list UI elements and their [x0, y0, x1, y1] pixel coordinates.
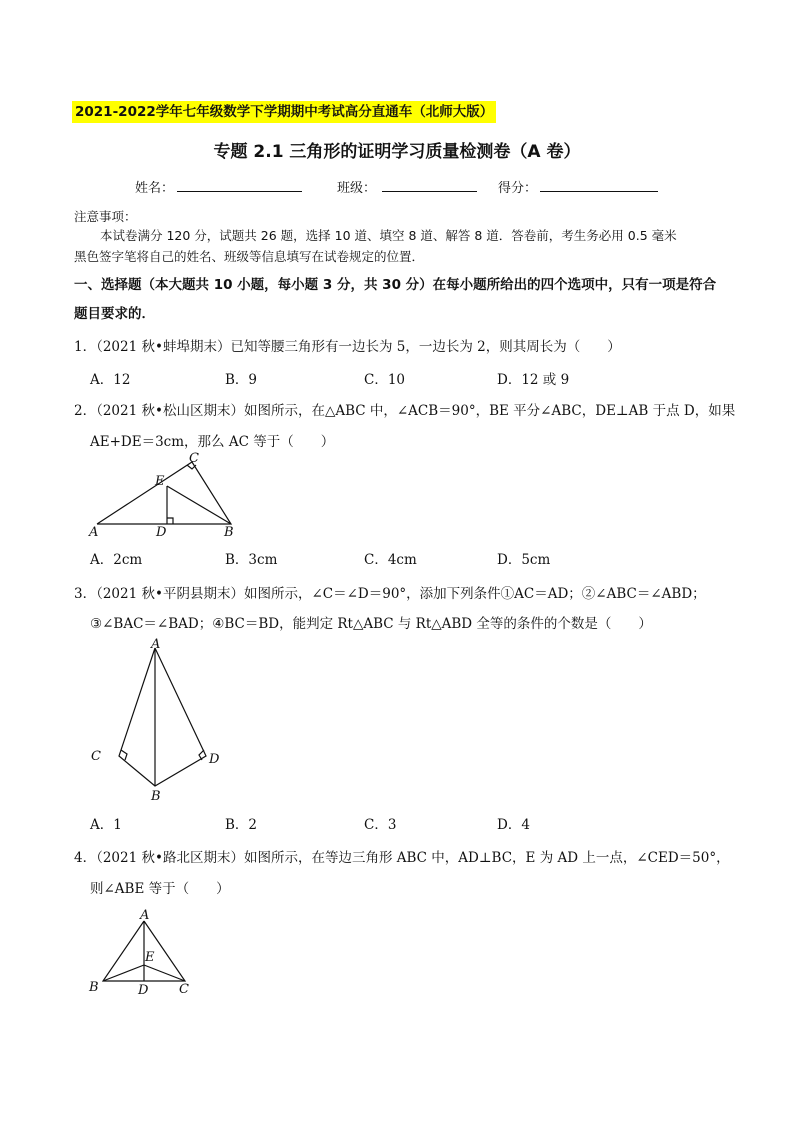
q2-label-d: D [156, 525, 167, 540]
question-2-line-2: AE+DE＝3cm，那么 AC 等于（ ） [90, 434, 335, 450]
q2-label-a: A [89, 525, 99, 540]
question-3-line-2: ③∠BAC＝∠BAD；④BC＝BD，能判定 Rt△ABC 与 Rt△ABD 全等的条件的个数是（ ） [90, 616, 652, 632]
q4-label-c: C [179, 982, 189, 997]
score-blank[interactable] [540, 191, 658, 192]
section-heading-line-2: 题目要求的． [74, 306, 155, 322]
question-4-line-2: 则∠ABE 等于（ ） [90, 881, 230, 897]
score-label: 得分： [498, 181, 538, 196]
page-title: 专题 2.1 三角形的证明学习质量检测卷（A 卷） [213, 142, 581, 162]
name-blank[interactable] [177, 191, 302, 192]
q4-label-a: A [140, 908, 150, 923]
notes-heading: 注意事项： [74, 209, 137, 224]
q3-label-d: D [209, 752, 220, 767]
question-3-option-a[interactable]: A．1 [90, 817, 122, 833]
class-label: 班级： [337, 181, 377, 196]
question-3-option-c[interactable]: C．3 [364, 817, 397, 833]
question-3-figure [85, 636, 235, 806]
question-2-figure [85, 452, 245, 544]
question-1-option-a[interactable]: A．12 [90, 372, 131, 388]
q2-label-e: E [155, 474, 165, 489]
q3-label-a: A [151, 637, 161, 652]
notes-line-1: 本试卷满分 120 分，试题共 26 题，选择 10 道、填空 8 道、解答 8 道．答卷前，考生务必用 0.5 毫米 [100, 228, 677, 243]
question-1-option-c[interactable]: C．10 [364, 372, 406, 388]
question-3-line-1: 3．（2021 秋•平阴县期末）如图所示，∠C＝∠D＝90°，添加下列条件①AC＝AD；②∠ABC＝∠ABD； [74, 586, 706, 602]
name-label: 姓名： [135, 181, 175, 196]
q4-label-b: B [89, 980, 99, 995]
question-4-figure [85, 905, 205, 997]
q4-label-d: D [138, 983, 149, 997]
question-2-option-c[interactable]: C．4cm [364, 552, 417, 568]
question-4-line-1: 4．（2021 秋•路北区期末）如图所示，在等边三角形 ABC 中，AD⊥BC，E 为 AD 上一点，∠CED＝50°， [74, 850, 730, 866]
section-heading-line-1: 一、选择题（本大题共 10 小题，每小题 3 分，共 30 分）在每小题所给出的四个选项中，只有一项是符合 [74, 277, 717, 293]
q2-label-b: B [224, 525, 234, 540]
question-1-text: 1．（2021 秋•蚌埠期末）已知等腰三角形有一边长为 5，一边长为 2，则其周长为（ ） [74, 339, 621, 355]
question-2-option-d[interactable]: D．5cm [497, 552, 551, 568]
question-1-option-d[interactable]: D．12 或 9 [497, 372, 570, 388]
class-blank[interactable] [382, 191, 477, 192]
question-2-option-b[interactable]: B．3cm [225, 552, 278, 568]
exam-series-banner: 2021-2022学年七年级数学下学期期中考试高分直通车（北师大版） [72, 101, 496, 123]
q3-label-b: B [151, 789, 161, 804]
notes-line-2: 黑色签字笔将自己的姓名、班级等信息填写在试卷规定的位置． [74, 249, 425, 264]
q3-label-c: C [91, 749, 101, 764]
question-2-line-1: 2．（2021 秋•松山区期末）如图所示，在△ABC 中，∠ACB＝90°，BE 平分∠ABC，DE⊥AB 于点 D，如果 [74, 403, 736, 419]
question-3-option-d[interactable]: D．4 [497, 817, 530, 833]
question-1-option-b[interactable]: B．9 [225, 372, 258, 388]
question-2-option-a[interactable]: A．2cm [90, 552, 143, 568]
q4-label-e: E [145, 950, 155, 965]
question-3-option-b[interactable]: B．2 [225, 817, 258, 833]
q2-label-c: C [189, 452, 199, 466]
